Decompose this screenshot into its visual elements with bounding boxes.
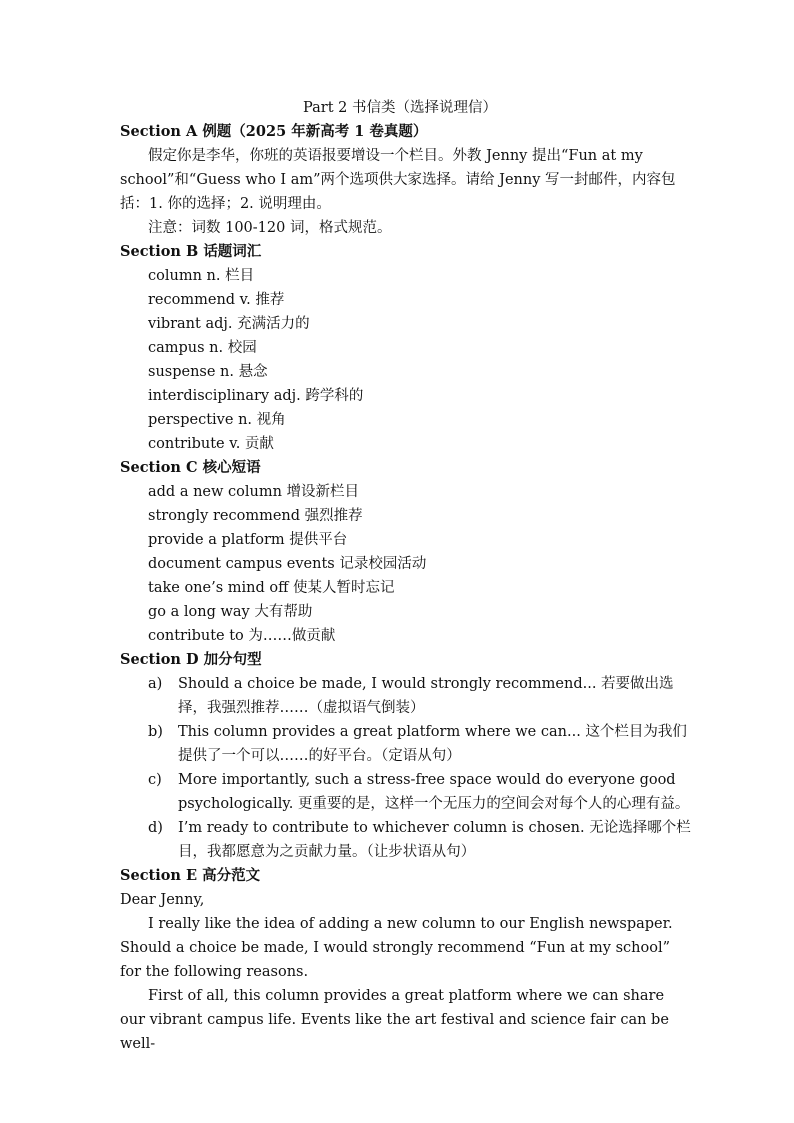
essay-paragraph: First of all, this column provides a great platform where we can share our vibrant campus life. Events like the art festival and science fair can be well- bbox=[120, 988, 669, 1052]
section-c-label: Section C bbox=[120, 459, 198, 476]
phrase-item: take one’s mind off 使某人暂时忘记 bbox=[148, 580, 395, 596]
sentence-item bbox=[120, 816, 692, 864]
vocab-item: campus n. 校园 bbox=[148, 340, 257, 356]
vocab-item: interdisciplinary adj. 跨学科的 bbox=[148, 388, 364, 404]
sentence-item bbox=[120, 768, 692, 816]
essay-salutation: Dear Jenny, bbox=[120, 892, 205, 908]
phrase-item: provide a platform 提供平台 bbox=[148, 532, 348, 548]
section-b-heading bbox=[120, 240, 692, 264]
phrase-item: contribute to 为……做贡献 bbox=[148, 628, 336, 644]
phrase-item: add a new column 增设新栏目 bbox=[148, 484, 360, 500]
vocab-item: vibrant adj. 充满活力的 bbox=[148, 316, 310, 332]
section-d-heading bbox=[120, 648, 692, 672]
section-b-title: 话题词汇 bbox=[203, 243, 262, 260]
phrase-item: document campus events 记录校园活动 bbox=[148, 556, 427, 572]
sentence-item bbox=[120, 672, 692, 720]
vocab-item: recommend v. 推荐 bbox=[148, 292, 285, 308]
sentence-text: Should a choice be made, I would strongly recommend... 若要做出选择，我强烈推荐……（虚拟语气倒装） bbox=[178, 676, 674, 716]
vocab-item: suspense n. 悬念 bbox=[148, 364, 268, 380]
section-d-title: 加分句型 bbox=[203, 651, 262, 668]
vocab-item: contribute v. 贡献 bbox=[148, 436, 274, 452]
phrase-item: strongly recommend 强烈推荐 bbox=[148, 508, 363, 524]
section-e-title: 高分范文 bbox=[202, 867, 261, 884]
vocab-item: column n. 栏目 bbox=[148, 268, 255, 284]
part-title: Part 2 书信类（选择说理信） bbox=[303, 100, 497, 116]
vocab-item: perspective n. 视角 bbox=[148, 412, 286, 428]
section-b-label: Section B bbox=[120, 243, 199, 260]
sentence-label: b) bbox=[148, 724, 163, 740]
section-a-title: 例题（2025 年新高考 1 卷真题） bbox=[202, 123, 428, 140]
section-a-heading bbox=[120, 120, 692, 144]
sentence-item bbox=[120, 720, 692, 768]
sentence-text: I’m ready to contribute to whichever column is chosen. 无论选择哪个栏目，我都愿意为之贡献力量。（让步状语从句） bbox=[178, 820, 691, 860]
essay-paragraph: I really like the idea of adding a new column to our English newspaper. Should a choice be made, I would strongly recommend “Fun at my school” for the following reasons. bbox=[120, 916, 673, 980]
sentence-label: c) bbox=[148, 772, 162, 788]
section-a-note: 注意：词数 100-120 词，格式规范。 bbox=[148, 220, 392, 236]
section-a-label: Section A bbox=[120, 123, 198, 140]
section-e-label: Section E bbox=[120, 867, 198, 884]
section-c-heading bbox=[120, 456, 692, 480]
section-c-title: 核心短语 bbox=[202, 459, 261, 476]
sentence-text: More importantly, such a stress-free space would do everyone good psychologically. 更重要的是，这样一个无压力的空间会对每个人的心理有益。 bbox=[178, 772, 690, 812]
section-a-prompt: 假定你是李华，你班的英语报要增设一个栏目。外教 Jenny 提出“Fun at my school”和“Guess who I am”两个选项供大家选择。请给 Jenny 写一封邮件，内容包括：1. 你的选择；2. 说明理由。 bbox=[120, 148, 676, 212]
sentence-label: d) bbox=[148, 820, 163, 836]
phrase-item: go a long way 大有帮助 bbox=[148, 604, 313, 620]
sentence-label: a) bbox=[148, 676, 163, 692]
section-e-heading bbox=[120, 864, 692, 888]
document-page bbox=[120, 96, 692, 1056]
section-d-label: Section D bbox=[120, 651, 199, 668]
sentence-text: This column provides a great platform where we can... 这个栏目为我们提供了一个可以……的好平台。（定语从句） bbox=[178, 724, 687, 764]
